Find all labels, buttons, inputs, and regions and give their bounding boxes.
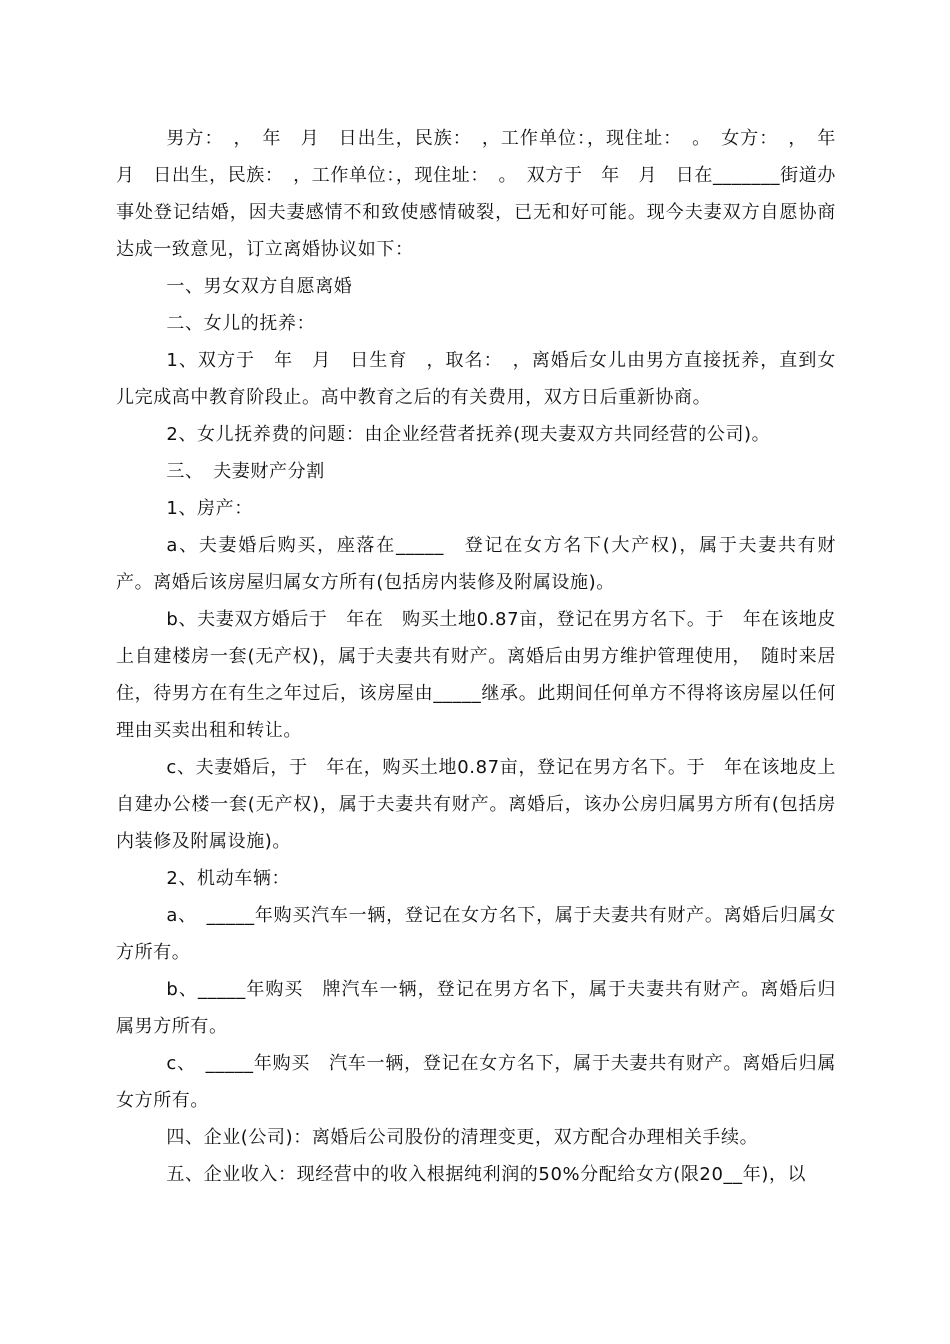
paragraph-property-heading: 1、房产： [166, 498, 253, 519]
paragraph-property-b: b、夫妻双方婚后于 年在 购买土地0.87亩，登记在男方名下。于 年在该地皮上自建楼房一套(无产权)，属于夫妻共有财产。离婚后由男方维护管理使用， 随时来居住，待男方在有生之年过后，该房屋由_____继承。此期间任何单方不得将该房屋以任何理由买卖出租和转让。 [116, 609, 836, 741]
paragraph-vehicle-b: b、_____年购买 牌汽车一辆，登记在男方名下，属于夫妻共有财产。离婚后归属男方所有。 [116, 979, 836, 1037]
paragraph-section-four: 四、企业(公司)：离婚后公司股份的清理变更，双方配合办理相关手续。 [166, 1127, 759, 1148]
paragraph-custody-item-2: 2、女儿抚养费的问题：由企业经营者抚养(现夫妻双方共同经营的公司)。 [166, 424, 771, 445]
paragraph-section-one: 一、男女双方自愿离婚 [166, 276, 353, 297]
paragraph-custody-item-1: 1、双方于 年 月 日生育 ，取名： ，离婚后女儿由男方直接抚养，直到女儿完成高中教育阶段止。高中教育之后的有关费用，双方日后重新协商。 [116, 350, 836, 408]
paragraph-property-a: a、夫妻婚后购买，座落在_____ 登记在女方名下(大产权)，属于夫妻共有财产。离婚后该房屋归属女方所有(包括房内装修及附属设施)。 [116, 535, 836, 593]
paragraph-section-three: 三、 夫妻财产分割 [166, 461, 325, 482]
paragraph-vehicle-a: a、 _____年购买汽车一辆，登记在女方名下，属于夫妻共有财产。离婚后归属女方所有。 [116, 905, 836, 963]
paragraph-vehicle-c: c、 _____年购买 汽车一辆，登记在女方名下，属于夫妻共有财产。离婚后归属女方所有。 [116, 1053, 836, 1111]
document-body [116, 120, 855, 1193]
paragraph-vehicles-heading: 2、机动车辆： [166, 868, 291, 889]
paragraph-section-two: 二、女儿的抚养： [166, 313, 316, 334]
paragraph-property-c: c、夫妻婚后，于 年在，购买土地0.87亩，登记在男方名下。于 年在该地皮上自建办公楼一套(无产权)，属于夫妻共有财产。离婚后，该办公房归属男方所有(包括房内装修及附属设施)。 [116, 757, 836, 852]
paragraph-parties-intro: 男方： ， 年 月 日出生，民族： ，工作单位：，现住址： 。 女方： ， 年 月 日出生，民族： ，工作单位：，现住址： 。 双方于 年 月 日在_______街道办事处登记结婚，因夫妻感情不和致使感情破裂，已无和好可能。现今夫妻双方自愿协商达成一致意见，订立离婚协议如下： [116, 128, 855, 260]
paragraph-section-five: 五、企业收入：现经营中的收入根据纯利润的50%分配给女方(限20__年)，以 [166, 1164, 807, 1185]
